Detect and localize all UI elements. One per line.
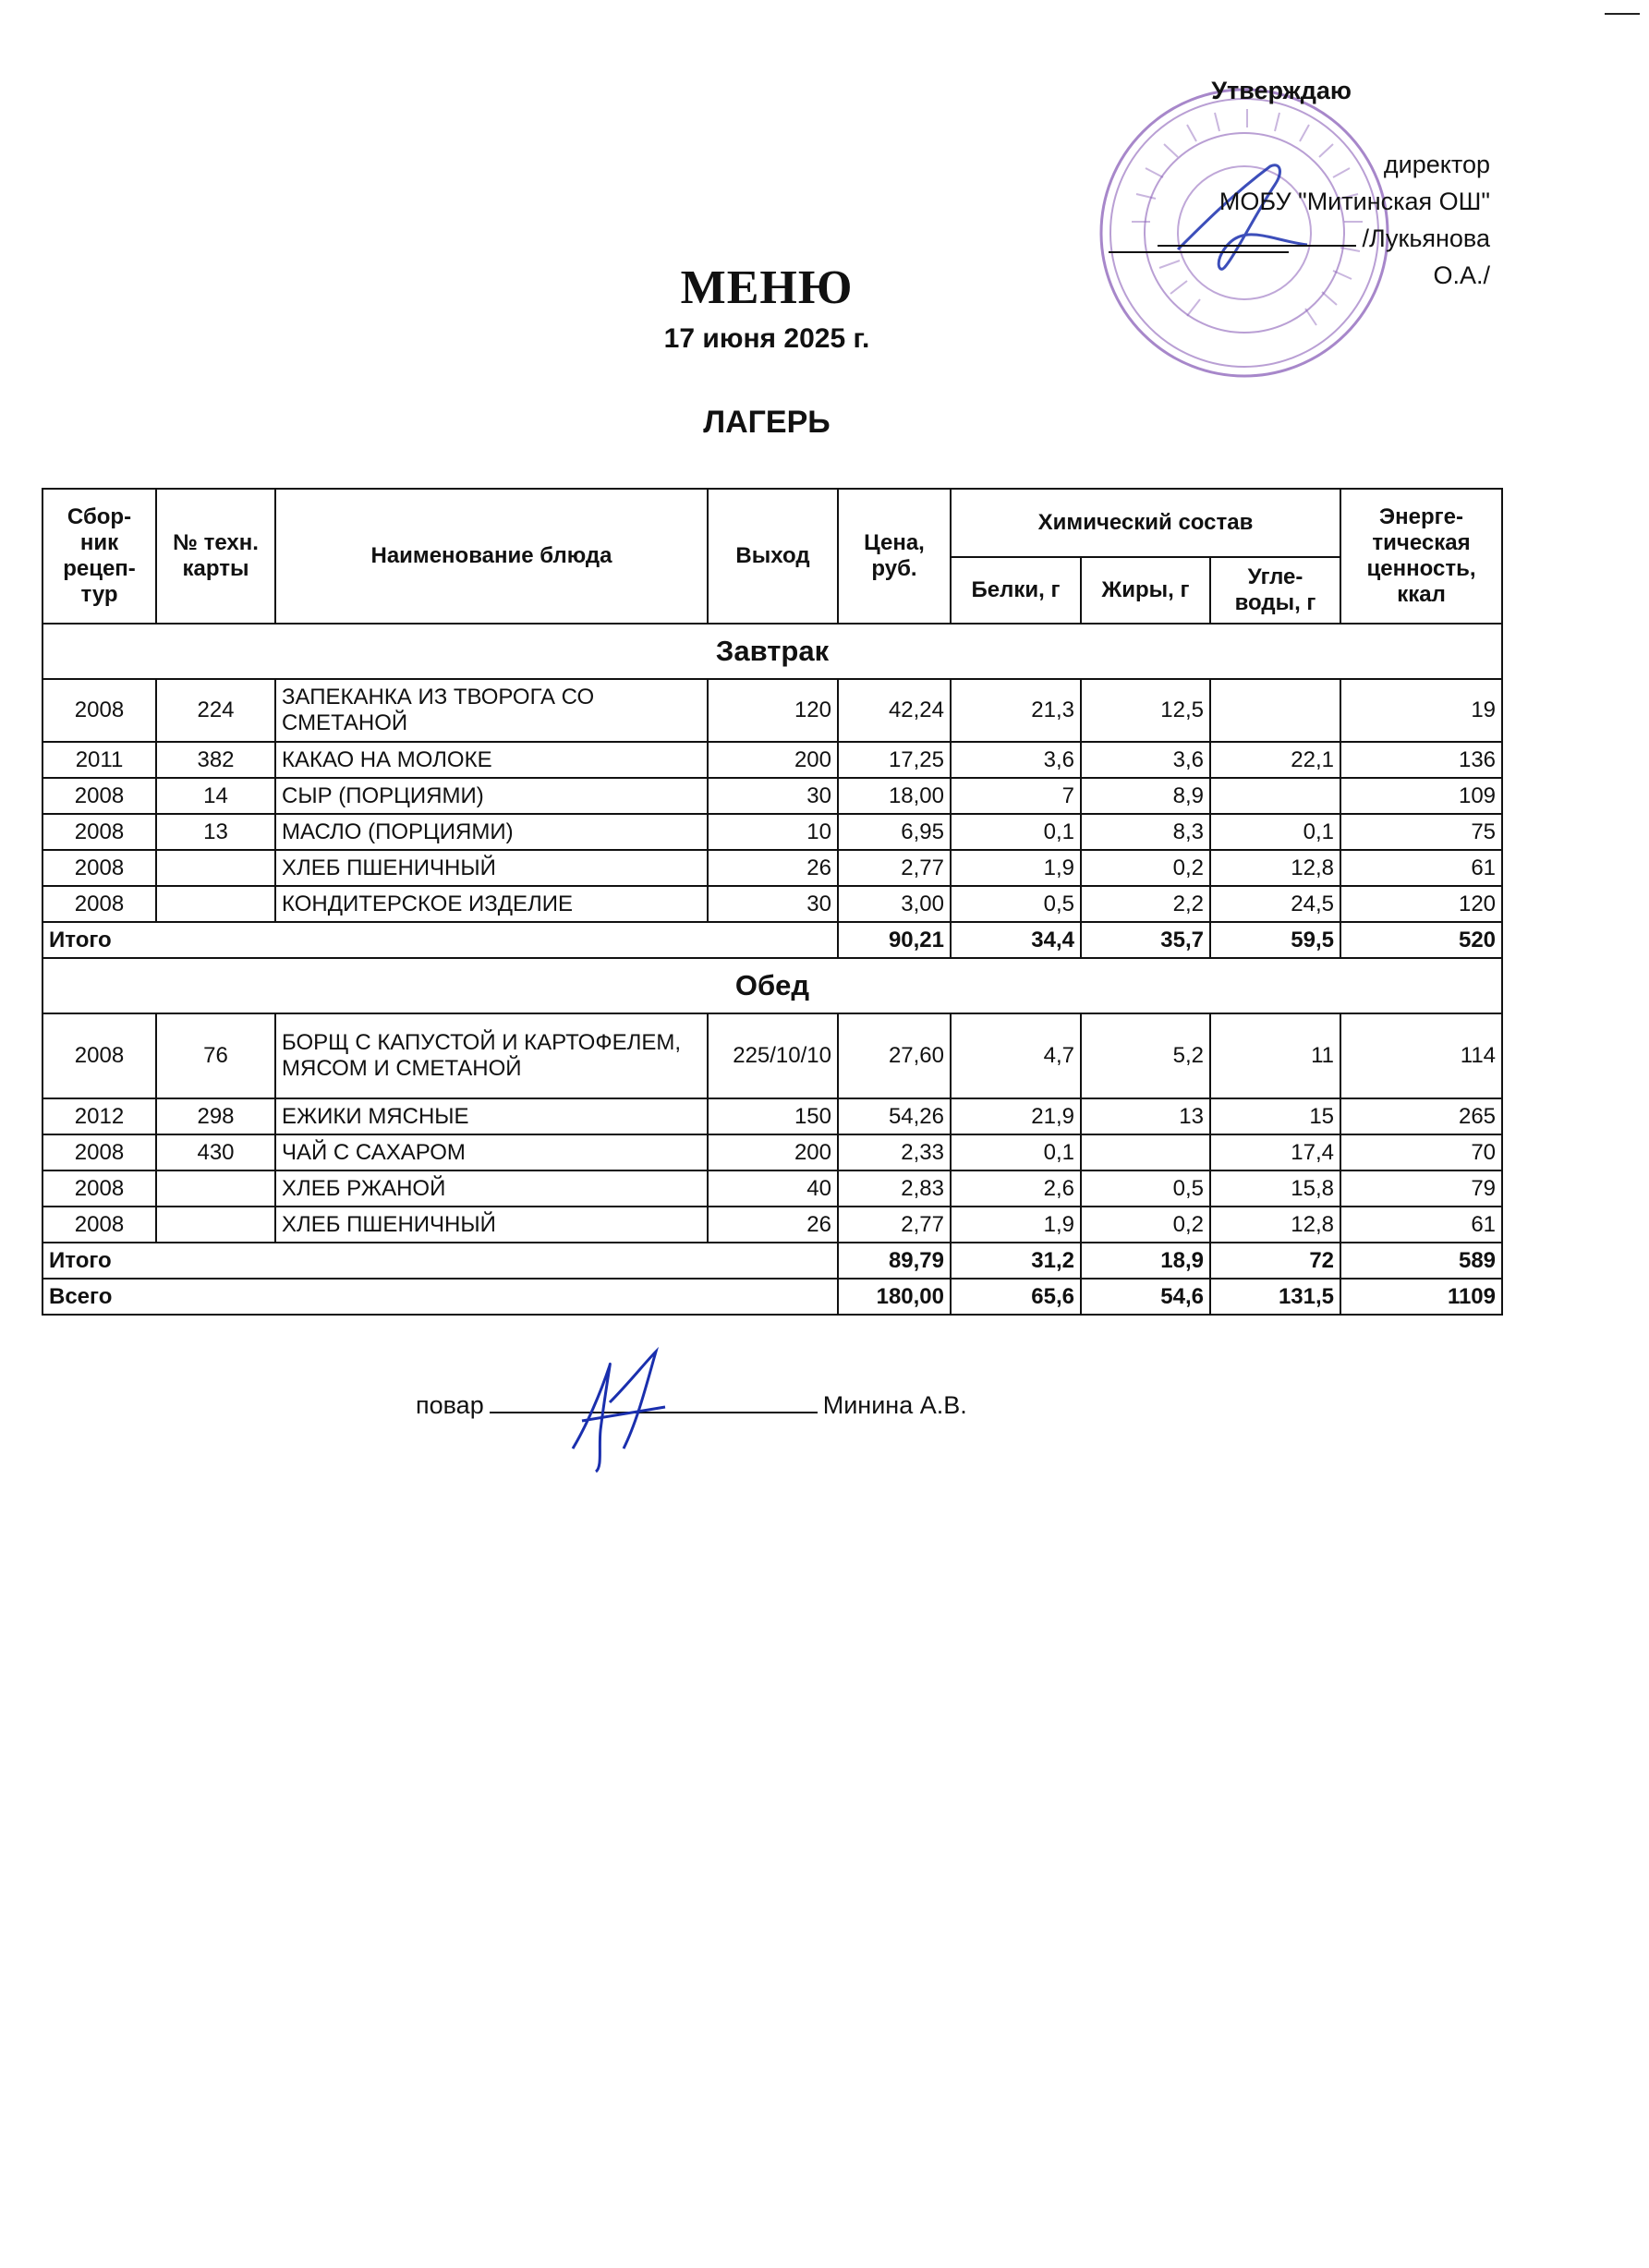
cell-protein: 0,1 xyxy=(951,1134,1081,1170)
total-energy: 589 xyxy=(1340,1243,1502,1279)
table-row xyxy=(42,1170,1502,1207)
cell-price: 6,95 xyxy=(838,814,951,850)
cook-signature xyxy=(554,1338,684,1476)
cell-fat: 0,2 xyxy=(1081,1207,1210,1243)
cell-price: 2,33 xyxy=(838,1134,951,1170)
total-label: Итого xyxy=(42,1243,838,1279)
cell-fat: 12,5 xyxy=(1081,679,1210,742)
table-row xyxy=(42,778,1502,814)
cell-output: 26 xyxy=(708,1207,838,1243)
cell-carb: 12,8 xyxy=(1210,850,1340,886)
cell-card xyxy=(156,1207,275,1243)
cell-carb: 15,8 xyxy=(1210,1170,1340,1207)
approval-signatory: /Лукьянова О.А./ xyxy=(1362,224,1490,289)
cell-protein: 7 xyxy=(951,778,1081,814)
header-collection: Сбор-ник рецеп-тур xyxy=(42,489,156,624)
approval-position: директор xyxy=(1383,151,1490,178)
cell-carb: 12,8 xyxy=(1210,1207,1340,1243)
table-row xyxy=(42,814,1502,850)
cook-role: повар xyxy=(416,1391,484,1419)
cell-carb xyxy=(1210,778,1340,814)
cell-fat: 8,3 xyxy=(1081,814,1210,850)
cell-protein: 1,9 xyxy=(951,1207,1081,1243)
cell-price: 2,83 xyxy=(838,1170,951,1207)
cell-output: 225/10/10 xyxy=(708,1013,838,1098)
page-title: МЕНЮ xyxy=(680,261,854,314)
cell-price: 2,77 xyxy=(838,850,951,886)
cell-fat xyxy=(1081,1134,1210,1170)
total-energy: 520 xyxy=(1340,922,1502,958)
cell-collection: 2008 xyxy=(42,1170,156,1207)
section-row xyxy=(42,624,1502,679)
cell-collection: 2008 xyxy=(42,1013,156,1098)
cell-card xyxy=(156,1170,275,1207)
cell-dish-name: ХЛЕБ РЖАНОЙ xyxy=(275,1170,708,1207)
table-row xyxy=(42,1207,1502,1243)
cell-card xyxy=(156,886,275,922)
cell-fat: 0,2 xyxy=(1081,850,1210,886)
header-carb: Угле-воды, г xyxy=(1210,557,1340,624)
header-output: Выход xyxy=(708,489,838,624)
total-price: 90,21 xyxy=(838,922,951,958)
cell-energy: 75 xyxy=(1340,814,1502,850)
menu-table xyxy=(42,488,1503,1316)
total-fat: 35,7 xyxy=(1081,922,1210,958)
cell-output: 150 xyxy=(708,1098,838,1134)
header-card: № техн. карты xyxy=(156,489,275,624)
cell-fat: 3,6 xyxy=(1081,742,1210,778)
total-label: Всего xyxy=(42,1279,838,1315)
scan-mark xyxy=(1605,13,1640,15)
cell-card: 13 xyxy=(156,814,275,850)
cell-collection: 2011 xyxy=(42,742,156,778)
total-price: 89,79 xyxy=(838,1243,951,1279)
cell-card: 382 xyxy=(156,742,275,778)
cell-output: 200 xyxy=(708,1134,838,1170)
approval-title: Утверждаю xyxy=(1211,77,1352,104)
header-protein: Белки, г xyxy=(951,557,1081,624)
cell-protein: 0,5 xyxy=(951,886,1081,922)
cell-collection: 2008 xyxy=(42,886,156,922)
header-fat: Жиры, г xyxy=(1081,557,1210,624)
menu-table-body xyxy=(42,624,1502,1315)
cell-dish-name: ХЛЕБ ПШЕНИЧНЫЙ xyxy=(275,850,708,886)
total-label: Итого xyxy=(42,922,838,958)
cell-dish-name: КОНДИТЕРСКОЕ ИЗДЕЛИЕ xyxy=(275,886,708,922)
cell-dish-name: БОРЩ С КАПУСТОЙ И КАРТОФЕЛЕМ, МЯСОМ И СМЕТАНОЙ xyxy=(275,1013,708,1098)
cell-carb: 0,1 xyxy=(1210,814,1340,850)
cell-energy: 109 xyxy=(1340,778,1502,814)
signature-line xyxy=(1158,224,1356,247)
cell-energy: 61 xyxy=(1340,850,1502,886)
cell-protein: 3,6 xyxy=(951,742,1081,778)
cell-fat: 0,5 xyxy=(1081,1170,1210,1207)
footer xyxy=(416,1388,967,1420)
header-chem: Химический состав xyxy=(951,489,1340,557)
table-row xyxy=(42,1098,1502,1134)
cell-dish-name: ЗАПЕКАНКА ИЗ ТВОРОГА СО СМЕТАНОЙ xyxy=(275,679,708,742)
cell-dish-name: ЧАЙ С САХАРОМ xyxy=(275,1134,708,1170)
cell-output: 30 xyxy=(708,886,838,922)
cell-fat: 13 xyxy=(1081,1098,1210,1134)
cell-carb xyxy=(1210,679,1340,742)
cell-fat: 5,2 xyxy=(1081,1013,1210,1098)
total-carb: 59,5 xyxy=(1210,922,1340,958)
header-price: Цена, руб. xyxy=(838,489,951,624)
table-row xyxy=(42,1013,1502,1098)
cell-collection: 2008 xyxy=(42,850,156,886)
cell-collection: 2008 xyxy=(42,1207,156,1243)
cell-energy: 120 xyxy=(1340,886,1502,922)
total-protein: 65,6 xyxy=(951,1279,1081,1315)
cell-price: 54,26 xyxy=(838,1098,951,1134)
cell-dish-name: МАСЛО (ПОРЦИЯМИ) xyxy=(275,814,708,850)
cell-carb: 22,1 xyxy=(1210,742,1340,778)
section-title: Завтрак xyxy=(42,624,1502,679)
cell-dish-name: ХЛЕБ ПШЕНИЧНЫЙ xyxy=(275,1207,708,1243)
total-fat: 54,6 xyxy=(1081,1279,1210,1315)
cell-output: 40 xyxy=(708,1170,838,1207)
cell-price: 17,25 xyxy=(838,742,951,778)
cell-collection: 2008 xyxy=(42,679,156,742)
cell-output: 26 xyxy=(708,850,838,886)
cell-carb: 11 xyxy=(1210,1013,1340,1098)
cell-energy: 114 xyxy=(1340,1013,1502,1098)
header-name: Наименование блюда xyxy=(275,489,708,624)
menu-place: ЛАГЕРЬ xyxy=(703,405,831,440)
cell-card: 14 xyxy=(156,778,275,814)
cell-price: 3,00 xyxy=(838,886,951,922)
cell-collection: 2012 xyxy=(42,1098,156,1134)
cell-fat: 8,9 xyxy=(1081,778,1210,814)
table-row xyxy=(42,742,1502,778)
table-row xyxy=(42,1134,1502,1170)
subtotal-row xyxy=(42,1243,1502,1279)
cell-dish-name: КАКАО НА МОЛОКЕ xyxy=(275,742,708,778)
cell-card: 430 xyxy=(156,1134,275,1170)
cell-price: 42,24 xyxy=(838,679,951,742)
cell-price: 27,60 xyxy=(838,1013,951,1098)
cell-carb: 17,4 xyxy=(1210,1134,1340,1170)
cell-price: 2,77 xyxy=(838,1207,951,1243)
cell-dish-name: ЕЖИКИ МЯСНЫЕ xyxy=(275,1098,708,1134)
cell-collection: 2008 xyxy=(42,1134,156,1170)
cell-energy: 79 xyxy=(1340,1170,1502,1207)
menu-date: 17 июня 2025 г. xyxy=(663,323,870,354)
cell-energy: 19 xyxy=(1340,679,1502,742)
cell-output: 30 xyxy=(708,778,838,814)
cell-carb: 15 xyxy=(1210,1098,1340,1134)
approval-organization: МОБУ "Митинская ОШ" xyxy=(1219,188,1490,215)
total-protein: 34,4 xyxy=(951,922,1081,958)
table-row xyxy=(42,886,1502,922)
cell-protein: 1,9 xyxy=(951,850,1081,886)
total-carb: 131,5 xyxy=(1210,1279,1340,1315)
total-energy: 1109 xyxy=(1340,1279,1502,1315)
cell-output: 200 xyxy=(708,742,838,778)
cook-name: Минина А.В. xyxy=(822,1391,967,1419)
cell-protein: 4,7 xyxy=(951,1013,1081,1098)
header-energy: Энерге-тическая ценность, ккал xyxy=(1340,489,1502,624)
cell-collection: 2008 xyxy=(42,814,156,850)
cell-protein: 0,1 xyxy=(951,814,1081,850)
cell-energy: 265 xyxy=(1340,1098,1502,1134)
cell-energy: 136 xyxy=(1340,742,1502,778)
total-carb: 72 xyxy=(1210,1243,1340,1279)
total-fat: 18,9 xyxy=(1081,1243,1210,1279)
cell-carb: 24,5 xyxy=(1210,886,1340,922)
cell-collection: 2008 xyxy=(42,778,156,814)
section-row xyxy=(42,958,1502,1013)
cell-card: 224 xyxy=(156,679,275,742)
section-title: Обед xyxy=(42,958,1502,1013)
cell-fat: 2,2 xyxy=(1081,886,1210,922)
total-price: 180,00 xyxy=(838,1279,951,1315)
table-row xyxy=(42,679,1502,742)
cell-card: 298 xyxy=(156,1098,275,1134)
cell-card: 76 xyxy=(156,1013,275,1098)
cell-protein: 21,3 xyxy=(951,679,1081,742)
cell-protein: 2,6 xyxy=(951,1170,1081,1207)
cell-protein: 21,9 xyxy=(951,1098,1081,1134)
cell-output: 120 xyxy=(708,679,838,742)
cell-price: 18,00 xyxy=(838,778,951,814)
grand-total-row xyxy=(42,1279,1502,1315)
cell-energy: 70 xyxy=(1340,1134,1502,1170)
total-protein: 31,2 xyxy=(951,1243,1081,1279)
table-row xyxy=(42,850,1502,886)
cell-output: 10 xyxy=(708,814,838,850)
cell-energy: 61 xyxy=(1340,1207,1502,1243)
cell-card xyxy=(156,850,275,886)
cell-dish-name: СЫР (ПОРЦИЯМИ) xyxy=(275,778,708,814)
subtotal-row xyxy=(42,922,1502,958)
